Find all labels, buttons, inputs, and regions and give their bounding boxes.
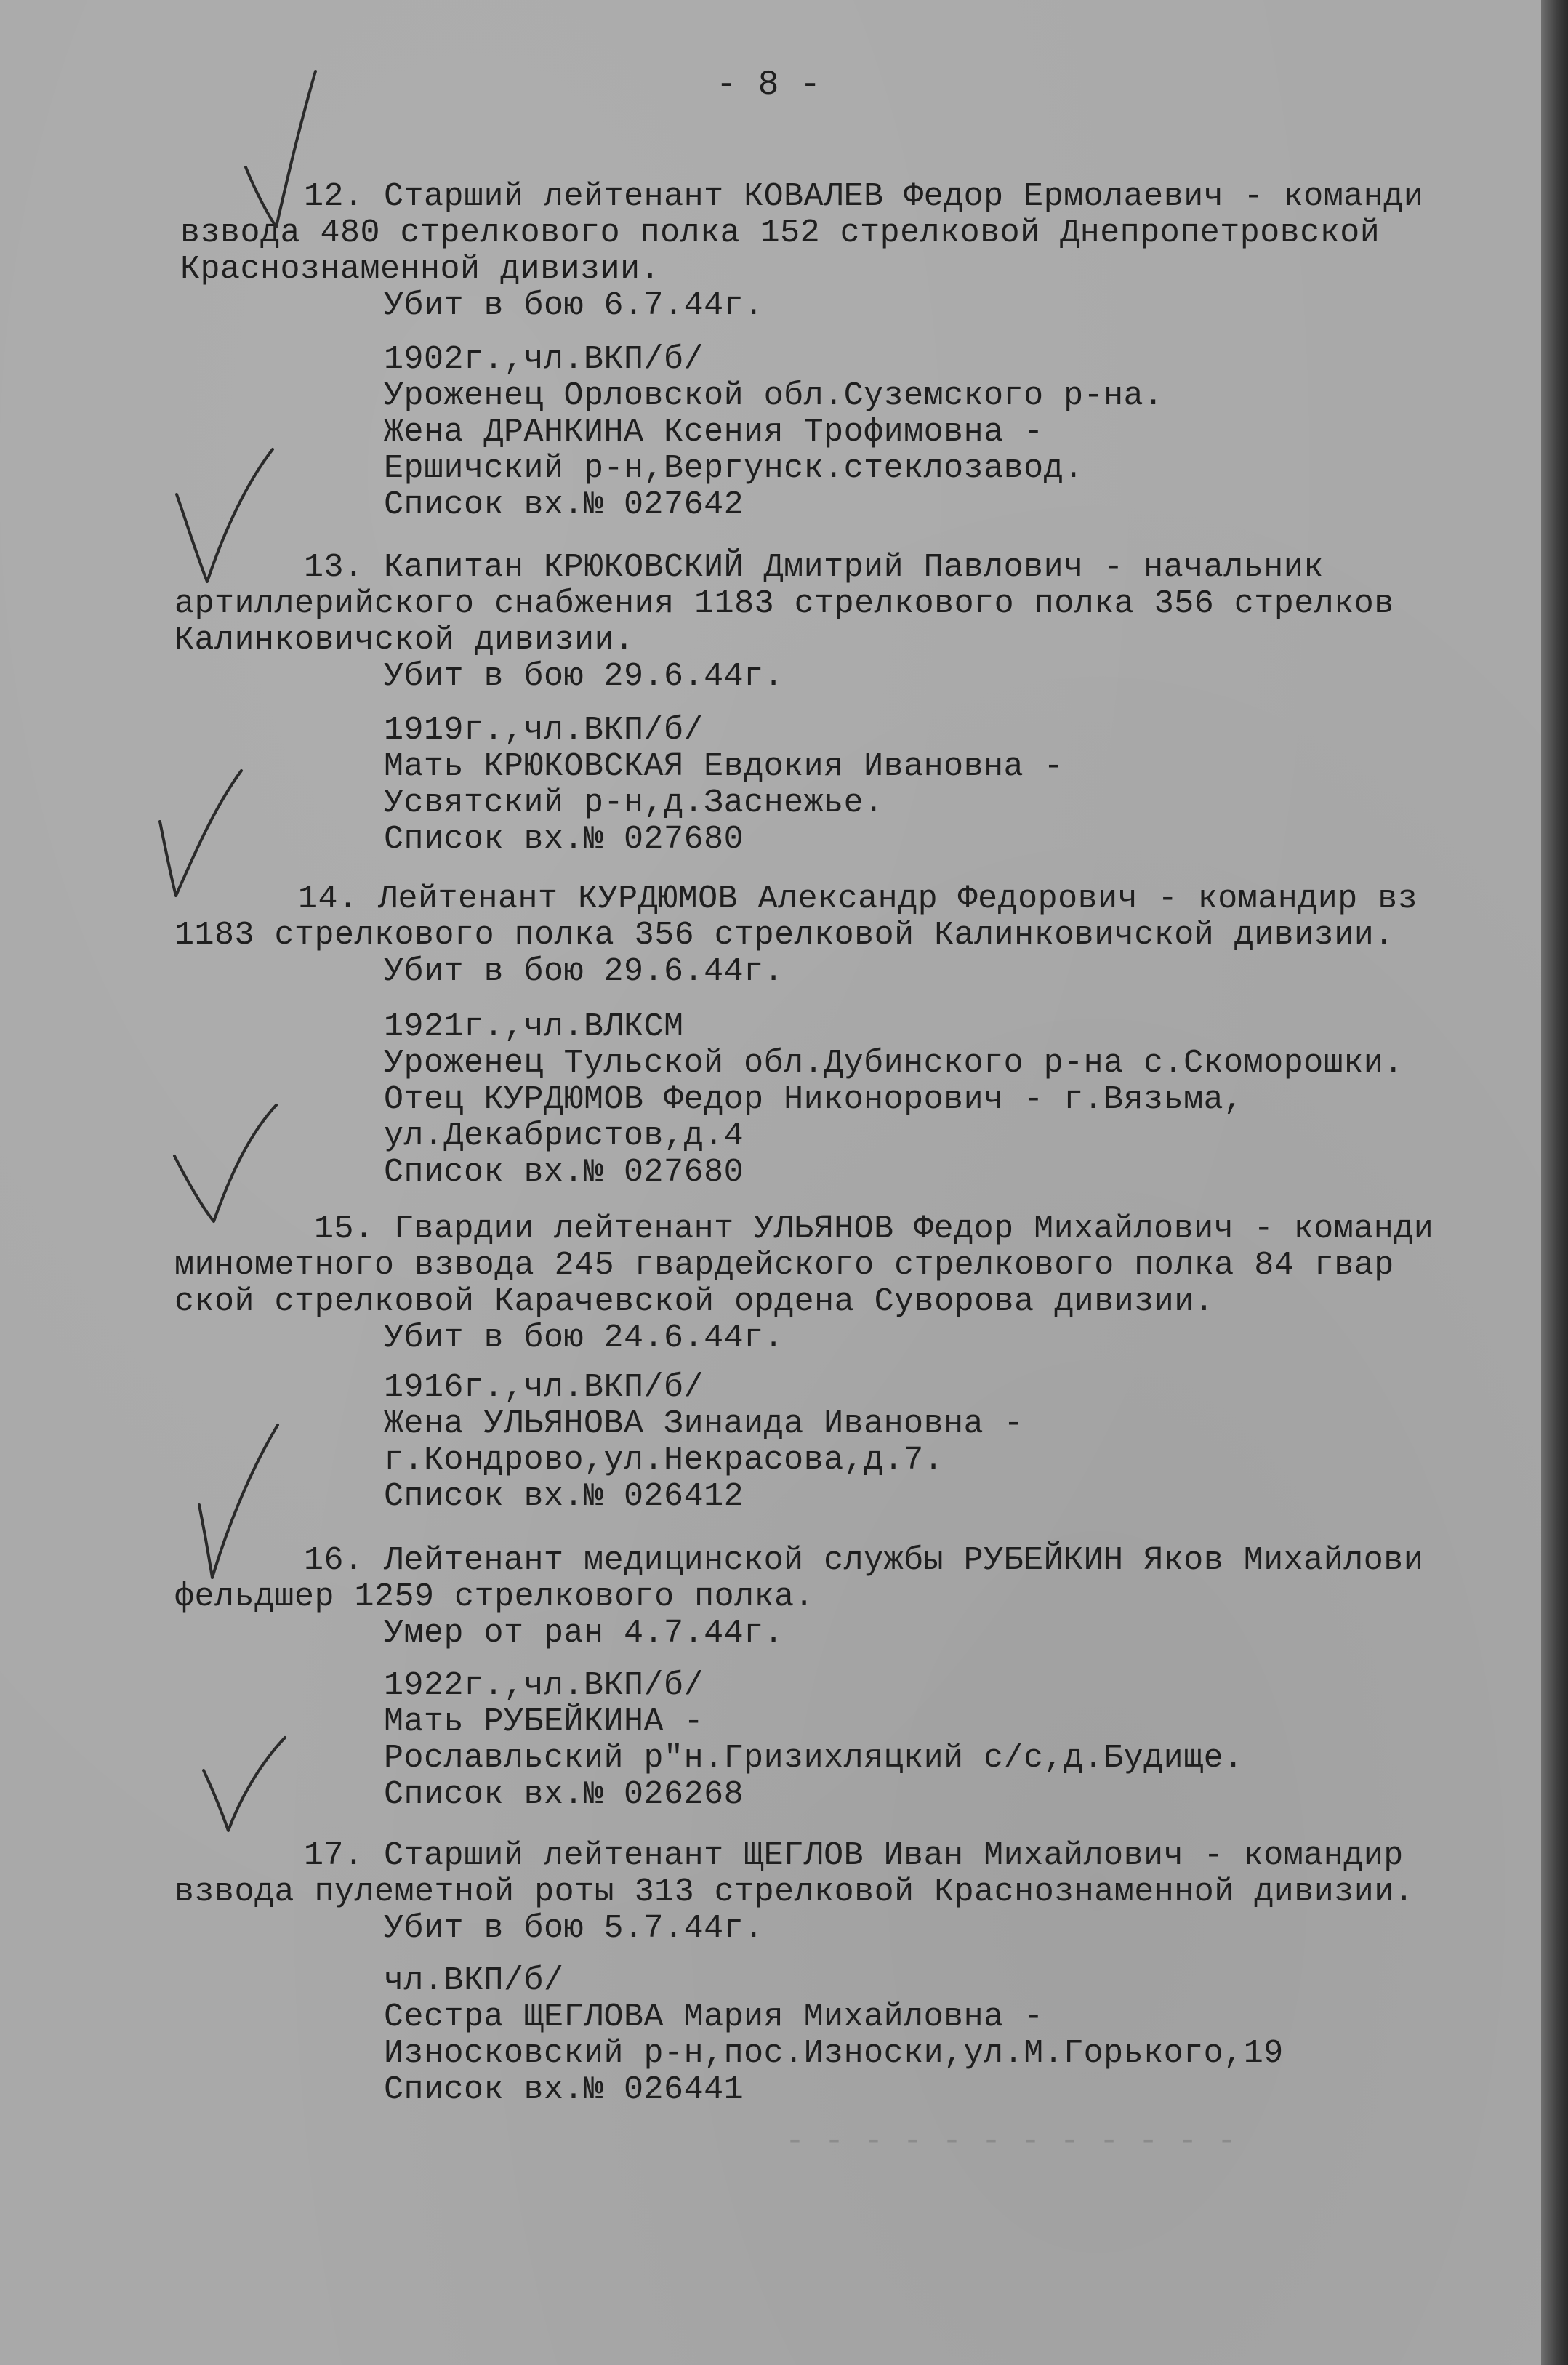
entry-13-detail-1: 1919г.,чл.ВКП/б/ (384, 712, 704, 749)
entry-16-death: Умер от ран 4.7.44г. (384, 1615, 784, 1652)
entry-14-heading-line-1: 14. Лейтенант КУРДЮМОВ Александр Федорович - командир вз (298, 880, 1418, 918)
entry-17-death: Убит в бою 5.7.44г. (384, 1910, 764, 1947)
entry-14-death: Убит в бою 29.6.44г. (384, 953, 784, 990)
entry-12-detail-4: Ершичский р-н,Вергунск.стеклозавод. (384, 450, 1084, 487)
page-number: - 8 - (716, 65, 821, 105)
entry-17-detail-2: Сестра ЩЕГЛОВА Мария Михайловна - (384, 1999, 1044, 2036)
entry-17-detail-4: Список вх.№ 026441 (384, 2071, 744, 2108)
entry-12-detail-3: Жена ДРАНКИНА Ксения Трофимовна - (384, 414, 1044, 451)
checkmark-icon (153, 763, 247, 902)
checkmark-icon (171, 443, 280, 589)
entry-13-detail-3: Усвятский р-н,д.Заснежье. (384, 784, 884, 822)
entry-16-detail-2: Мать РУБЕЙКИНА - (384, 1703, 704, 1740)
entry-16-detail-1: 1922г.,чл.ВКП/б/ (384, 1667, 704, 1704)
entry-14-detail-4: ул.Декабристов,д.4 (384, 1117, 744, 1155)
entry-14-detail-5: Список вх.№ 027680 (384, 1154, 744, 1191)
entry-13-detail-4: Список вх.№ 027680 (384, 821, 744, 858)
entry-13-heading-line-3: Калинковичской дивизии. (174, 622, 635, 659)
entry-17-heading-line-2: взвода пулеметной роты 313 стрелковой Краснознаменной дивизии. (174, 1874, 1415, 1911)
entry-15-heading-line-2: минометного взвода 245 гвардейского стрелкового полка 84 гвар (174, 1247, 1394, 1284)
bleed-through-text: - - - - - - - - - - - - (785, 2123, 1237, 2160)
entry-15-heading-line-3: ской стрелковой Карачевской ордена Суворова дивизии. (174, 1283, 1215, 1320)
entry-12-heading-line-1: 12. Старший лейтенант КОВАЛЕВ Федор Ермолаевич - команди (304, 178, 1424, 215)
entry-12-detail-5: Список вх.№ 027642 (384, 486, 744, 523)
entry-12-death: Убит в бою 6.7.44г. (384, 287, 764, 324)
entry-14-detail-3: Отец КУРДЮМОВ Федор Никонорович - г.Вязьма, (384, 1081, 1244, 1118)
entry-17-detail-3: Износковский р-н,пос.Износки,ул.М.Горького,19 (384, 2035, 1284, 2072)
entry-15-detail-4: Список вх.№ 026412 (384, 1478, 744, 1515)
entry-17-heading-line-1: 17. Старший лейтенант ЩЕГЛОВ Иван Михайлович - командир (304, 1837, 1404, 1874)
entry-15-detail-1: 1916г.,чл.ВКП/б/ (384, 1369, 704, 1406)
entry-13-death: Убит в бою 29.6.44г. (384, 658, 784, 695)
entry-12-detail-2: Уроженец Орловской обл.Суземского р-на. (384, 377, 1164, 414)
entry-15-detail-2: Жена УЛЬЯНОВА Зинаида Ивановна - (384, 1405, 1024, 1442)
entry-15-heading-line-1: 15. Гвардии лейтенант УЛЬЯНОВ Федор Михайлович - команди (314, 1210, 1434, 1248)
entry-16-heading-line-1: 16. Лейтенант медицинской службы РУБЕЙКИН Яков Михайлови (304, 1542, 1424, 1579)
entry-12-detail-1: 1902г.,чл.ВКП/б/ (384, 341, 704, 378)
page-edge-shadow (1541, 0, 1568, 2365)
entry-17-detail-1: чл.ВКП/б/ (384, 1962, 564, 1999)
entry-13-detail-2: Мать КРЮКОВСКАЯ Евдокия Ивановна - (384, 748, 1064, 785)
entry-16-detail-3: Рославльский р"н.Гризихляцкий с/с,д.Будище. (384, 1740, 1244, 1777)
entry-13-heading-line-2: артиллерийского снабжения 1183 стрелкового полка 356 стрелков (174, 585, 1394, 622)
entry-16-heading-line-2: фельдшер 1259 стрелкового полка. (174, 1578, 815, 1615)
entry-13-heading-line-1: 13. Капитан КРЮКОВСКИЙ Дмитрий Павлович - начальник (304, 549, 1324, 586)
entry-15-death: Убит в бою 24.6.44г. (384, 1320, 784, 1357)
checkmark-icon (196, 1730, 291, 1839)
checkmark-icon (240, 65, 327, 233)
entry-12-heading-line-2: взвода 480 стрелкового полка 152 стрелковой Днепропетровской (180, 214, 1380, 252)
entry-12-heading-line-3: Краснознаменной дивизии. (180, 251, 661, 288)
entry-15-detail-3: г.Кондрово,ул.Некрасова,д.7. (384, 1442, 944, 1479)
entry-14-heading-line-2: 1183 стрелкового полка 356 стрелковой Калинковичской дивизии. (174, 917, 1394, 954)
entry-14-detail-2: Уроженец Тульской обл.Дубинского р-на с.Скоморошки. (384, 1045, 1404, 1082)
entry-16-detail-4: Список вх.№ 026268 (384, 1776, 744, 1813)
checkmark-icon (190, 1418, 285, 1585)
entry-14-detail-1: 1921г.,чл.ВЛКСМ (384, 1008, 684, 1045)
checkmark-icon (167, 1098, 284, 1229)
